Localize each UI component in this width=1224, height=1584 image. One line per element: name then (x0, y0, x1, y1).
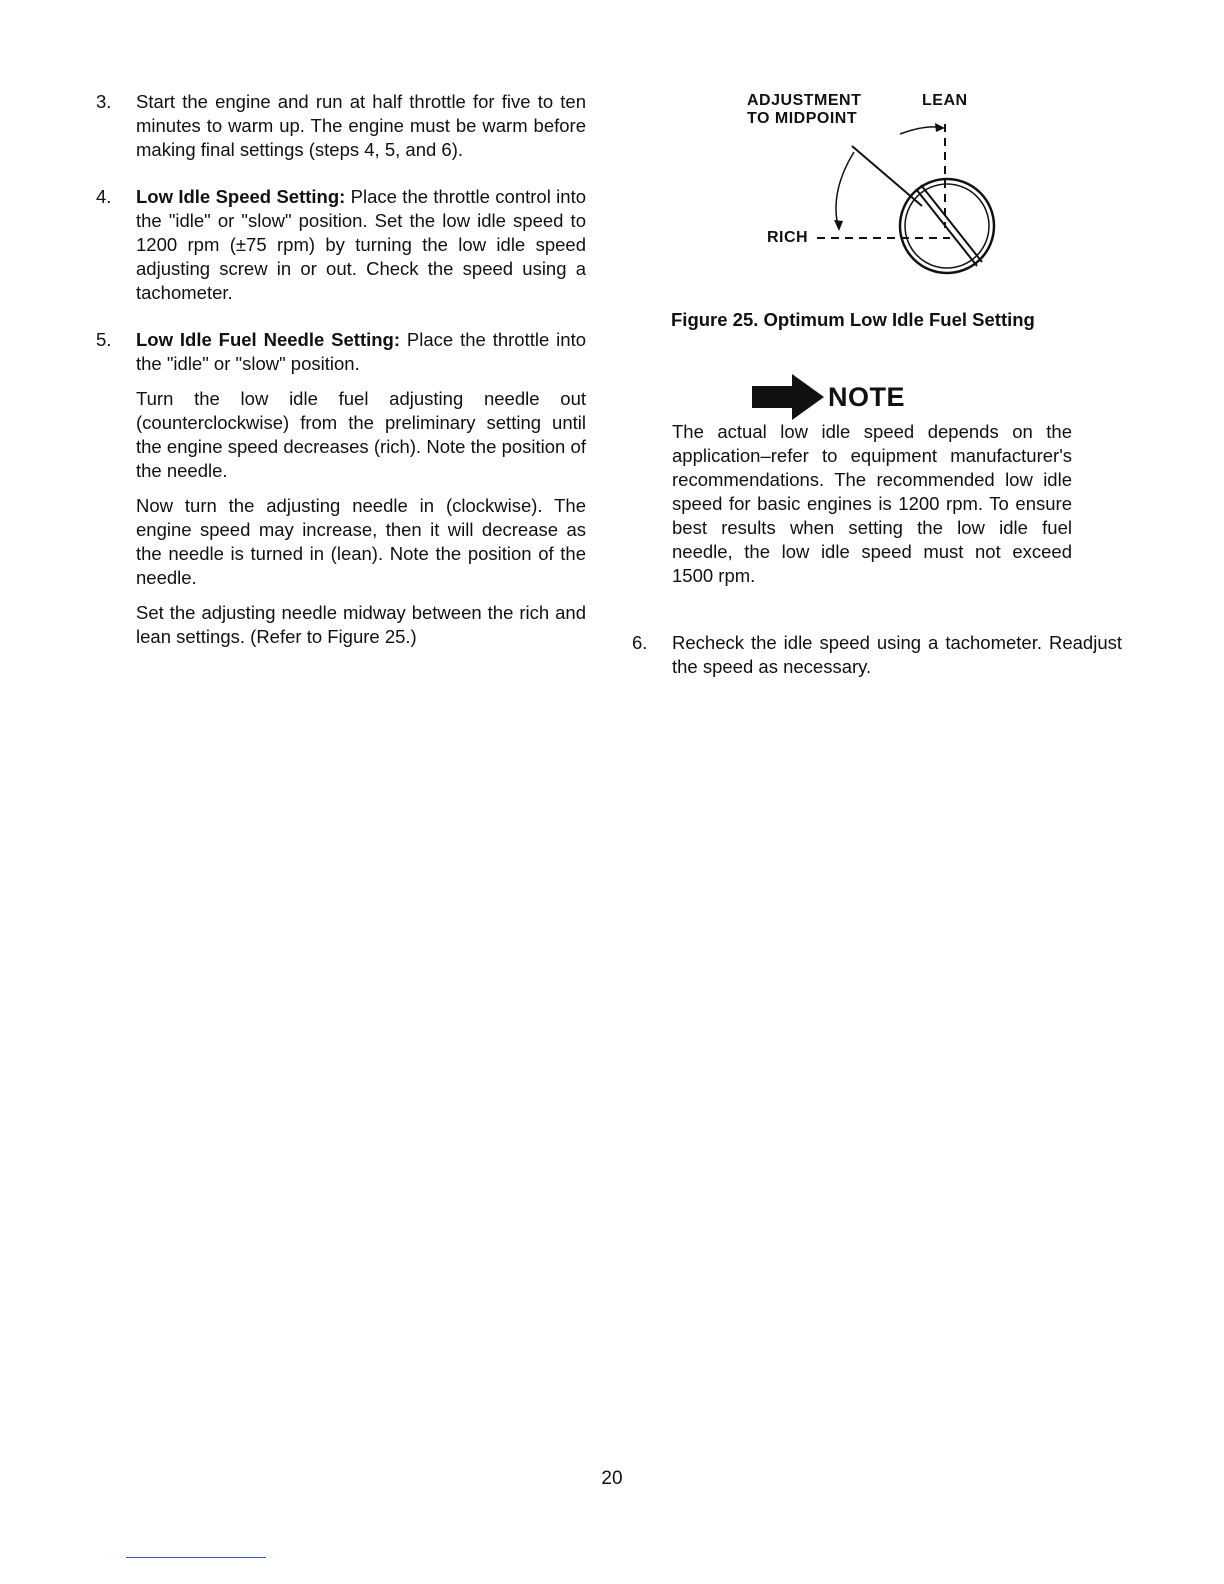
figure-caption: Figure 25. Optimum Low Idle Fuel Setting (671, 309, 1035, 330)
rich-arrowhead (834, 220, 843, 231)
step-6 (632, 631, 1122, 679)
step-text: Place the throttle control into the "idle" or "slow" position. Set the low idle speed to 1200 rpm (±75 rpm) by turning the low idle speed adjusting screw in or out. Check the speed using a tachometer. (136, 186, 587, 303)
step-paragraph (136, 185, 586, 305)
left-column (96, 90, 586, 672)
step-text: Place the throttle into the "idle" or "slow" position. (136, 329, 586, 374)
step-paragraph-3: Now turn the adjusting needle in (clockwise). The engine speed may increase, then it will decrease as the needle is turned in (lean). Note the position of the needle. (136, 495, 586, 588)
step-number: 4. (96, 186, 112, 207)
step-number: 3. (96, 91, 112, 112)
step-5 (96, 328, 586, 649)
step-3 (96, 90, 586, 162)
midpoint-label: TO MIDPOINT (747, 110, 858, 127)
bottom-rule (126, 1557, 266, 1558)
page-number: 20 (601, 1468, 623, 1489)
note-text: The actual low idle speed depends on the application–refer to equipment manufacturer's recommendations. The recommended low idle speed for basic engines is 1200 rpm. To ensure best results when setting the low idle fuel needle, the low idle speed must not exceed 1500 rpm. (672, 421, 1072, 586)
lean-arrowhead (935, 123, 945, 132)
note-title: NOTE (828, 382, 906, 412)
needle-slot-line-1 (916, 189, 977, 266)
step-paragraph (136, 328, 586, 376)
step-4 (96, 185, 586, 305)
arrow-right-icon (752, 374, 824, 420)
step-heading: Low Idle Fuel Needle Setting: (136, 329, 401, 350)
step-heading: Low Idle Speed Setting: (136, 186, 346, 207)
step-paragraph-2: Turn the low idle fuel adjusting needle out (counterclockwise) from the preliminary setting until the engine speed decreases (rich). Note the position of the needle. (136, 388, 586, 481)
step-number: 5. (96, 329, 112, 350)
rich-arc (836, 152, 854, 226)
rich-label: RICH (767, 229, 809, 246)
step-text: Recheck the idle speed using a tachometer. Readjust the speed as necessary. (672, 632, 1122, 677)
right-column (632, 86, 1122, 677)
step-paragraph-4: Set the adjusting needle midway between the rich and lean settings. (Refer to Figure 25.) (136, 602, 586, 647)
midpoint-pointer-line (852, 146, 922, 206)
figure-25 (632, 86, 1082, 330)
note-heading (752, 374, 905, 420)
lean-label: LEAN (922, 92, 968, 109)
needle-slot-line-2 (921, 185, 982, 262)
step-number: 6. (632, 632, 648, 653)
step-text: Start the engine and run at half throttle for five to ten minutes to warm up. The engine must be warm before making final settings (steps 4, 5, and 6). (136, 91, 586, 160)
adjustment-label: ADJUSTMENT (747, 92, 862, 109)
